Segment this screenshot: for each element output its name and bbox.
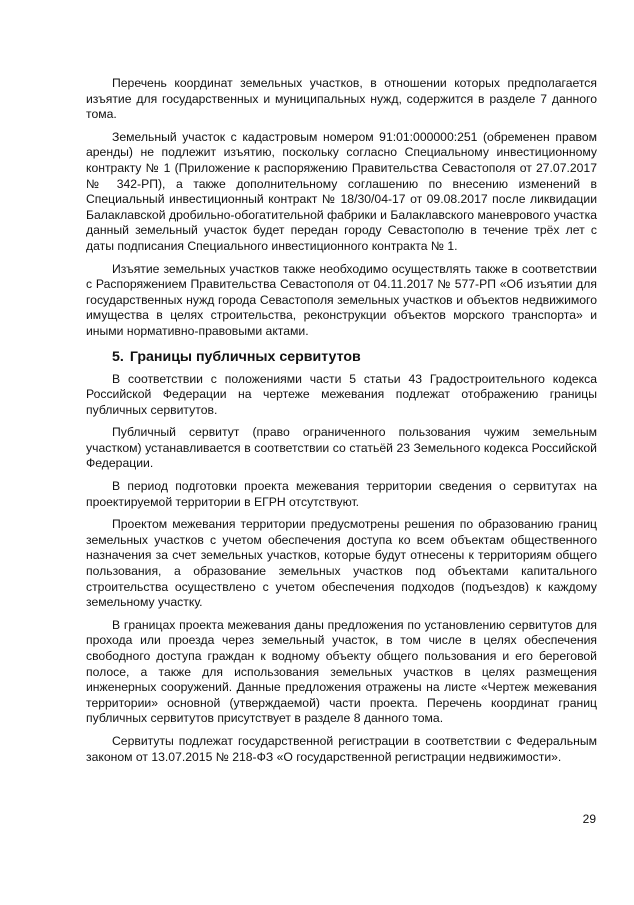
paragraph-cadastral-plot: Земельный участок с кадастровым номером 91:01:000000:251 (обременен правом аренды) не подлежит изъятию, поскольку согласно Специальному инвестиционному контракту № 1 (Приложение к распоряжению Правительства Севастополя от 27.07.2017 № 342-РП), а также дополнительному соглашению по внесению изменений в Специальный инвестиционный контракт № 18/30/04-17 от 09.08.2017 после ликвидации Балаклавской дробильно-обогатительной фабрики и Балаклавского маневрового участка данный земельный участок будет передан городу Севастополю в течение трёх лет с даты подписания Специального инвестиционного контракта № 1. [86, 129, 597, 253]
section-heading [86, 348, 597, 366]
paragraph-egrn-absence: В период подготовки проекта межевания территории сведения о сервитутах на проектируемой территории в ЕГРН отсутствуют. [86, 479, 597, 509]
paragraph-servitude-proposals: В границах проекта межевания даны предложения по установлению сервитутов для прохода или проезда через земельный участок, в том числе в целях обеспечения свободного доступа граждан к водному объекту общего пользования и его береговой полосе, а также для использования земельных участков в целях размещения инженерных сооружений. Данные предложения отражены на листе «Чертеж межевания территории» основной (утверждаемой) части проекта. Перечень координат границ публичных сервитутов присутствует в разделе 8 данного тома. [86, 617, 597, 726]
paragraph-seizure-order: Изъятие земельных участков также необходимо осуществлять также в соответствии с Распоряжением Правительства Севастополя от 04.11.2017 № 577-РП «Об изъятии для государственных нужд города Севастополя земельных участков и объектов недвижимого имущества в целях строительства, реконструкции объектов морского транспорта» и иными нормативно-правовыми актами. [86, 261, 597, 338]
paragraph-servitude-display: В соответствии с положениями части 5 статьи 43 Градостроительного кодекса Российской Федерации на чертеже межевания подлежат отображению границы публичных сервитутов. [86, 371, 597, 417]
paragraph-state-registration: Сервитуты подлежат государственной регистрации в соответствии с Федеральным законом от 13.07.2015 № 218-ФЗ «О государственной регистрации недвижимости». [86, 733, 597, 764]
page-body [86, 76, 597, 772]
page-number: 29 [582, 812, 596, 826]
section-title: Границы публичных сервитутов [129, 348, 361, 365]
paragraph-servitude-definition: Публичный сервитут (право ограниченного пользования чужим земельным участком) устанавливается в соответствии со статьёй 23 Земельного кодекса Российской Федерации. [86, 425, 597, 471]
paragraph-access-provision: Проектом межевания территории предусмотрены решения по образованию границ земельных участков с учетом обеспечения доступа ко всем объектам общественного назначения за счет земельных участков, которые будут отнесены к территориям общего пользования, а образование земельных участков под объектами капитального строительства осуществлено с учетом обеспечения подходов (подъездов) к каждому земельному участку. [86, 517, 597, 610]
paragraph-coordinates-list: Перечень координат земельных участков, в отношении которых предполагается изъятие для государственных и муниципальных нужд, содержится в разделе 7 данного тома. [86, 76, 597, 122]
section-number: 5. [112, 348, 124, 365]
